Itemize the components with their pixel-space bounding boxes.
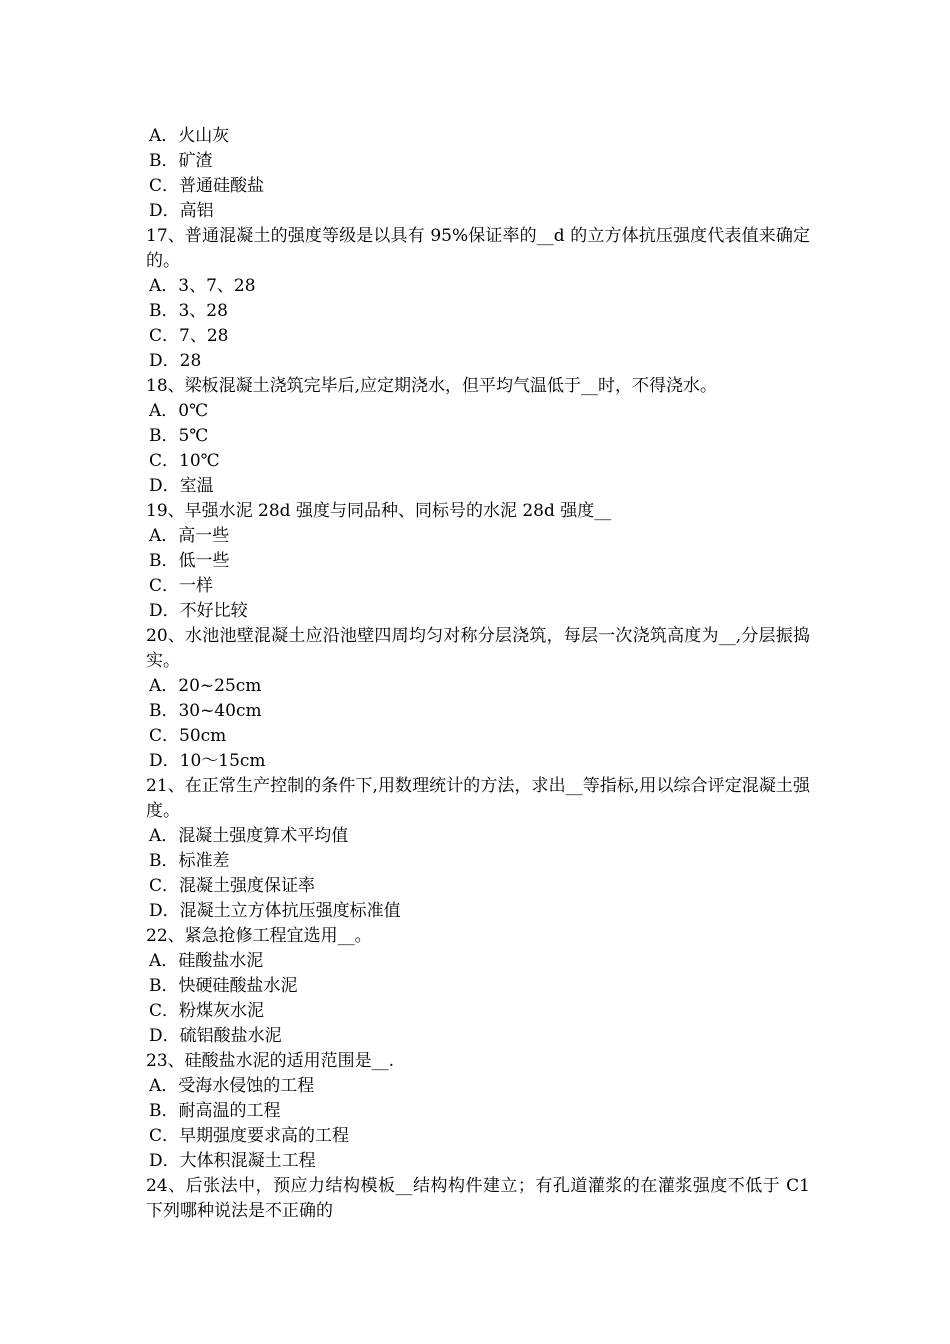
- option-c: C．混凝土强度保证率: [149, 876, 316, 896]
- option-d: D．不好比较: [149, 601, 248, 621]
- option-b: B．3、28: [149, 301, 228, 321]
- option-d: D．混凝土立方体抗压强度标准值: [149, 901, 401, 921]
- option-a: A．受海水侵蚀的工程: [149, 1076, 315, 1096]
- option-a: A．硅酸盐水泥: [149, 951, 264, 971]
- option-a: A．火山灰: [149, 126, 230, 146]
- question-text: 20、水池池壁混凝土应沿池壁四周均匀对称分层浇筑，每层一次浇筑高度为__,分层振捣实。: [146, 626, 810, 671]
- option-c: C．一样: [149, 576, 214, 596]
- option-c: C．早期强度要求高的工程: [149, 1126, 350, 1146]
- question-19: [146, 499, 810, 624]
- question-18: [146, 374, 810, 499]
- option-b: B．5℃: [149, 426, 209, 446]
- option-a: A．高一些: [149, 526, 230, 546]
- question-24: [146, 1174, 810, 1224]
- option-d: D．室温: [149, 476, 214, 496]
- option-d: D．大体积混凝土工程: [149, 1151, 316, 1171]
- option-c: C．普通硅酸盐: [149, 176, 265, 196]
- question-text: 24、后张法中，预应力结构模板__结构构件建立；有孔道灌浆的在灌浆强度不低于 C1 下列哪种说法是不正确的: [146, 1176, 810, 1221]
- option-c: C．粉煤灰水泥: [149, 1001, 265, 1021]
- option-d: D．硫铝酸盐水泥: [149, 1026, 282, 1046]
- question-text: 18、梁板混凝土浇筑完毕后,应定期浇水，但平均气温低于__时，不得浇水。: [146, 376, 718, 396]
- option-b: B．标准差: [149, 851, 230, 871]
- option-a: A．0℃: [149, 401, 209, 421]
- option-b: B．矿渣: [149, 151, 213, 171]
- option-d: D．高铝: [149, 201, 214, 221]
- option-d: D．28: [149, 351, 202, 371]
- option-b: B．低一些: [149, 551, 230, 571]
- question-17: [146, 224, 810, 374]
- question-text: 19、早强水泥 28d 强度与同品种、同标号的水泥 28d 强度__: [146, 501, 612, 521]
- question-20: [146, 624, 810, 774]
- option-a: A．混凝土强度算术平均值: [149, 826, 349, 846]
- option-c: C．10℃: [149, 451, 220, 471]
- question-text: 21、在正常生产控制的条件下,用数理统计的方法，求出__等指标,用以综合评定混凝土强度。: [146, 776, 810, 821]
- option-c: C．50cm: [149, 726, 227, 746]
- option-b: B．30~40cm: [149, 701, 262, 721]
- question-text: 17、普通混凝土的强度等级是以具有 95%保证率的__d 的立方体抗压强度代表值来确定的。: [146, 226, 810, 271]
- option-b: B．耐高温的工程: [149, 1101, 281, 1121]
- option-a: A．3、7、28: [149, 276, 256, 296]
- question-text: 23、硅酸盐水泥的适用范围是__.: [146, 1051, 395, 1071]
- document-body: [146, 124, 810, 1224]
- question-text: 22、紧急抢修工程宜选用__。: [146, 926, 372, 946]
- option-b: B．快硬硅酸盐水泥: [149, 976, 298, 996]
- option-a: A．20~25cm: [149, 676, 262, 696]
- previous-question-options: [146, 124, 810, 224]
- option-c: C．7、28: [149, 326, 229, 346]
- question-22: [146, 924, 810, 1049]
- option-d: D．10～15cm: [149, 751, 266, 771]
- question-23: [146, 1049, 810, 1174]
- question-21: [146, 774, 810, 924]
